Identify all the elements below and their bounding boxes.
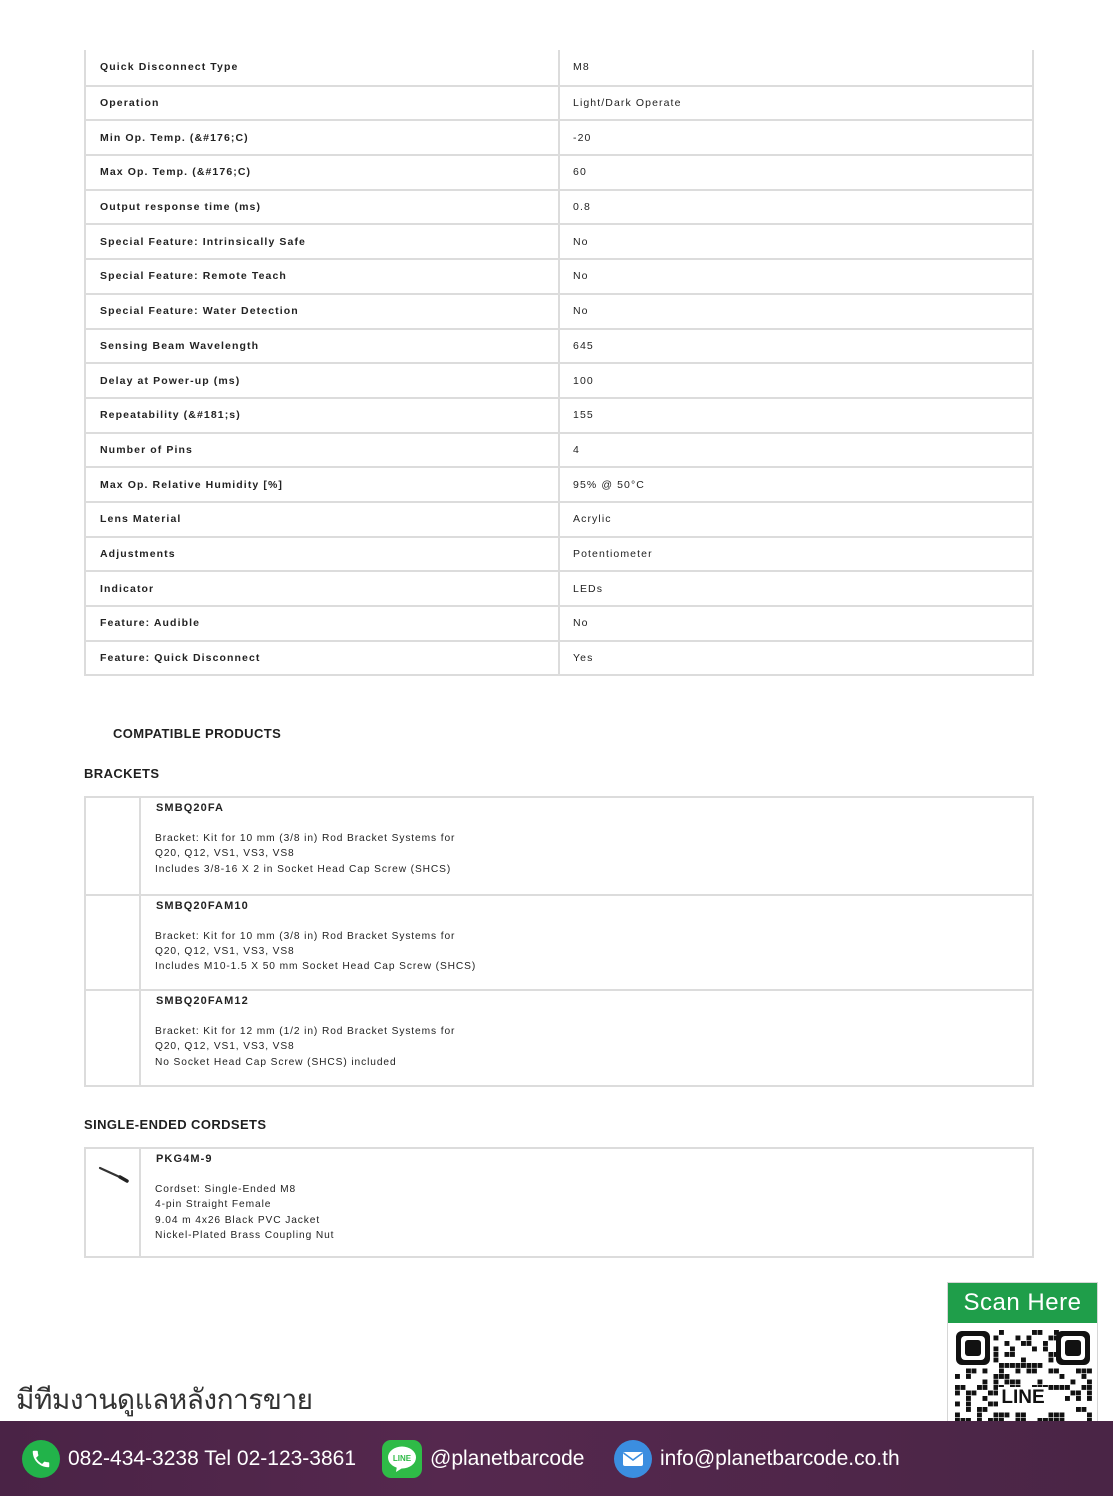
line-id: @planetbarcode	[430, 1446, 585, 1470]
description-line: Includes 3/8-16 X 2 in Socket Head Cap Screw (SHCS)	[155, 863, 452, 875]
spec-label: Special Feature: Water Detection	[86, 295, 560, 328]
spec-value: 4	[573, 443, 580, 456]
phone-numbers: 082-434-3238 Tel 02-123-3861	[68, 1446, 357, 1470]
spec-value: Light/Dark Operate	[573, 97, 682, 110]
spec-value: No	[573, 305, 589, 318]
product-description	[155, 1182, 1032, 1243]
description-line: Nickel-Plated Brass Coupling Nut	[155, 1229, 335, 1241]
product-sku[interactable]: SMBQ20FAM12	[156, 995, 249, 1007]
spec-row	[86, 570, 1032, 605]
phone-contact[interactable]	[22, 1421, 356, 1496]
qr-finder-top-left	[956, 1331, 990, 1365]
spec-value: 155	[573, 409, 594, 422]
spec-label: Indicator	[86, 572, 560, 605]
description-line: 4-pin Straight Female	[155, 1199, 272, 1211]
product-thumbnail	[86, 896, 141, 990]
spec-label: Max Op. Temp. (&#176;C)	[86, 156, 560, 189]
description-line: Includes M10-1.5 X 50 mm Socket Head Cap Screw (SHCS)	[155, 961, 477, 973]
spec-value: No	[573, 270, 589, 283]
cordsets-heading: SINGLE-ENDED CORDSETS	[84, 1117, 267, 1132]
spec-value: Acrylic	[573, 513, 612, 526]
spec-row	[86, 223, 1032, 258]
brackets-table	[84, 796, 1034, 1087]
spec-value: M8	[573, 61, 590, 74]
spec-row	[86, 397, 1032, 432]
spec-row	[86, 293, 1032, 328]
spec-label: Feature: Quick Disconnect	[86, 642, 560, 675]
description-line: Q20, Q12, VS1, VS3, VS8	[155, 945, 295, 957]
product-row[interactable]	[86, 798, 1032, 894]
product-row[interactable]	[86, 989, 1032, 1085]
email-address: info@planetbarcode.co.th	[660, 1446, 900, 1470]
email-icon	[614, 1440, 652, 1478]
description-line: Cordset: Single-Ended M8	[155, 1184, 297, 1195]
phone-icon	[22, 1440, 60, 1478]
spec-label: Operation	[86, 87, 560, 120]
qr-header: Scan Here	[948, 1283, 1097, 1323]
spec-row	[86, 362, 1032, 397]
spec-label: Number of Pins	[86, 434, 560, 467]
spec-value: Yes	[573, 652, 594, 665]
product-sku[interactable]: PKG4M-9	[156, 1153, 213, 1165]
spec-value: -20	[573, 131, 592, 144]
description-line: Bracket: Kit for 12 mm (1/2 in) Rod Bracket Systems for	[155, 1026, 456, 1037]
cable-icon	[98, 1165, 130, 1185]
contact-footer	[0, 1421, 1113, 1496]
description-line: No Socket Head Cap Screw (SHCS) included	[155, 1056, 397, 1068]
spec-row	[86, 258, 1032, 293]
spec-label: Lens Material	[86, 503, 560, 536]
spec-label: Max Op. Relative Humidity [%]	[86, 468, 560, 501]
spec-label: Adjustments	[86, 538, 560, 571]
product-sku[interactable]: SMBQ20FA	[156, 802, 225, 814]
compatible-products-heading: COMPATIBLE PRODUCTS	[113, 726, 282, 741]
spec-table	[84, 50, 1034, 676]
line-contact[interactable]	[382, 1421, 584, 1496]
qr-line-label: LINE	[1001, 1387, 1045, 1408]
spec-value: No	[573, 235, 589, 248]
description-line: Q20, Q12, VS1, VS3, VS8	[155, 848, 295, 860]
spec-row	[86, 119, 1032, 154]
support-tagline: มีทีมงานดูแลหลังการขาย	[16, 1383, 313, 1416]
spec-value: 100	[573, 374, 594, 387]
spec-row	[86, 85, 1032, 120]
spec-row	[86, 640, 1032, 675]
spec-label: Sensing Beam Wavelength	[86, 330, 560, 363]
qr-finder-top-right	[1056, 1331, 1090, 1365]
spec-row	[86, 432, 1032, 467]
spec-label: Special Feature: Remote Teach	[86, 260, 560, 293]
product-description	[155, 831, 1032, 877]
spec-value: LEDs	[573, 582, 604, 595]
spec-row	[86, 189, 1032, 224]
spec-label: Min Op. Temp. (&#176;C)	[86, 121, 560, 154]
product-row[interactable]	[86, 894, 1032, 990]
product-row[interactable]	[86, 1149, 1032, 1256]
spec-value: Potentiometer	[573, 547, 653, 560]
spec-label: Delay at Power-up (ms)	[86, 364, 560, 397]
cordsets-table	[84, 1147, 1034, 1258]
product-sku[interactable]: SMBQ20FAM10	[156, 899, 249, 912]
product-thumbnail	[86, 991, 141, 1085]
spec-value: 0.8	[573, 201, 591, 214]
spec-row	[86, 50, 1032, 85]
email-contact[interactable]	[614, 1421, 900, 1496]
spec-row	[86, 605, 1032, 640]
spec-label: Feature: Audible	[86, 607, 560, 640]
description-line: Bracket: Kit for 10 mm (3/8 in) Rod Bracket Systems for	[155, 930, 456, 942]
spec-row	[86, 466, 1032, 501]
spec-row	[86, 501, 1032, 536]
svg-text:LINE: LINE	[392, 1453, 412, 1463]
product-thumbnail	[86, 1149, 141, 1256]
spec-label: Quick Disconnect Type	[86, 50, 560, 85]
product-thumbnail	[86, 798, 141, 894]
spec-row	[86, 328, 1032, 363]
spec-value: 95% @ 50°C	[573, 478, 645, 491]
description-line: 9.04 m 4x26 Black PVC Jacket	[155, 1214, 321, 1226]
spec-value: No	[573, 617, 589, 630]
spec-row	[86, 536, 1032, 571]
spec-value: 645	[573, 339, 594, 352]
description-line: Q20, Q12, VS1, VS3, VS8	[155, 1041, 295, 1053]
spec-value: 60	[573, 166, 587, 179]
spec-label: Special Feature: Intrinsically Safe	[86, 225, 560, 258]
spec-label: Repeatability (&#181;s)	[86, 399, 560, 432]
spec-label: Output response time (ms)	[86, 191, 560, 224]
product-description	[155, 929, 1032, 975]
description-line: Bracket: Kit for 10 mm (3/8 in) Rod Bracket Systems for	[155, 833, 456, 844]
product-description	[155, 1024, 1032, 1070]
brackets-heading: BRACKETS	[84, 766, 160, 781]
spec-row	[86, 154, 1032, 189]
line-app-icon	[382, 1440, 422, 1478]
